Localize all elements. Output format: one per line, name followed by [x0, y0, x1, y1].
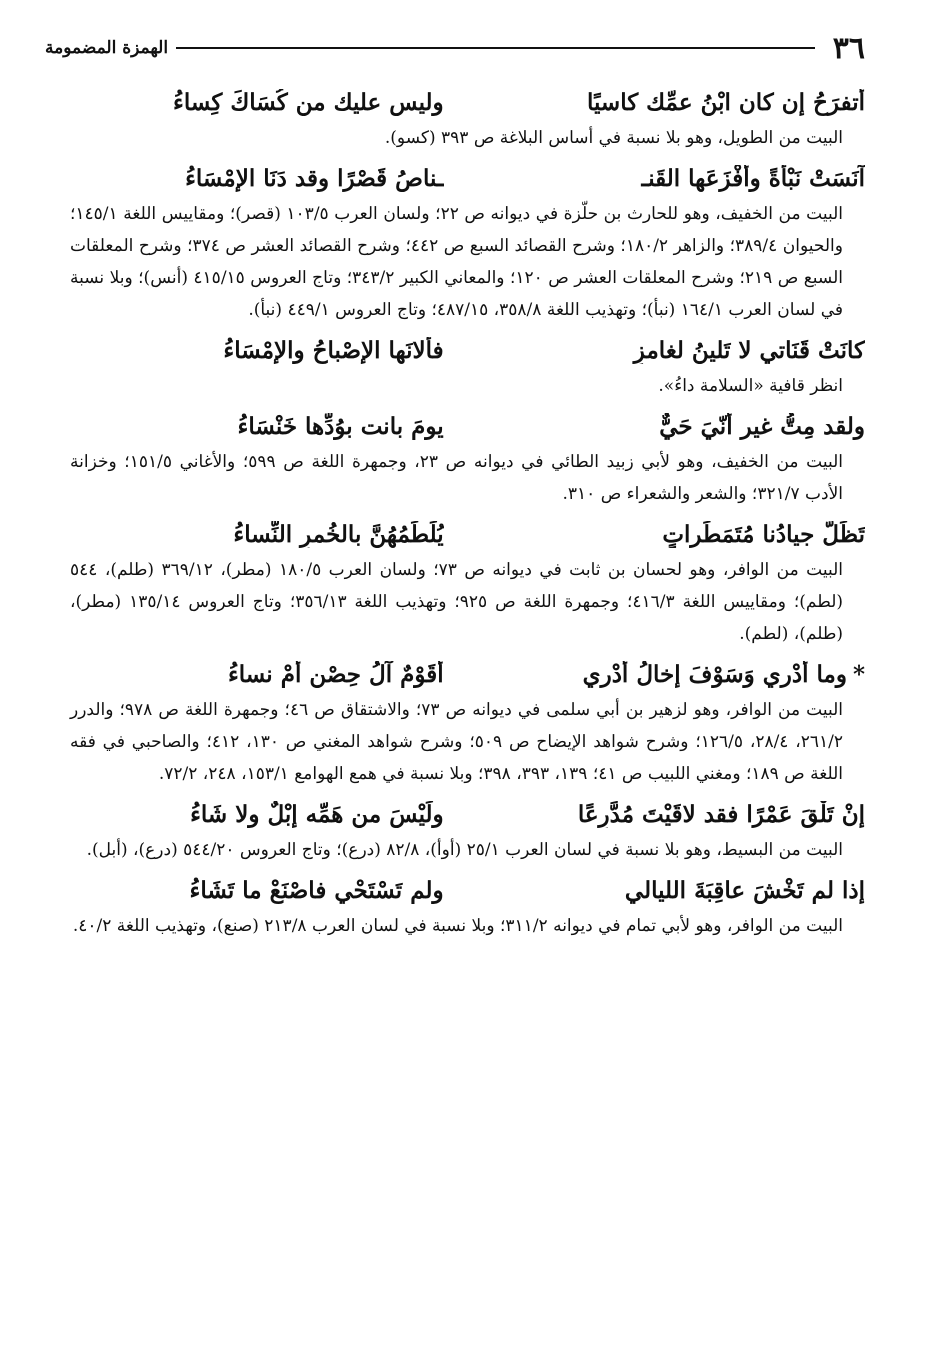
first-hemistich — [491, 801, 865, 828]
verse-entry — [70, 870, 865, 942]
second-hemistich: فألانَها الإصْباحُ والإمْسَاءُ — [223, 336, 444, 364]
verse-note: انظر قافية «السلامة داءُ». — [658, 376, 843, 396]
page-content — [70, 82, 865, 946]
verse-entry — [70, 794, 865, 866]
second-hemistich: أَقَوْمٌ آلُ حِصْنٍ أمْ نساءُ — [227, 660, 444, 688]
verse-line — [70, 654, 865, 694]
first-hemistich-text: وما أَدْري وَسَوْفَ إخالُ أَدْري — [582, 660, 847, 688]
verse-line — [70, 794, 865, 834]
first-hemistich — [491, 337, 865, 364]
first-hemistich-text: آنَسَتْ نَبْأَةً وأَفْزَعَها القَنـ — [641, 164, 865, 192]
verse-note: البيت من الخفيف، وهو لأبي زبيد الطائي في ديوانه ص ٢٣، وجمهرة اللغة ص ٥٩٩؛ والأغاني ١٥١/٥؛ وخزانة الأدب ٣٢١/٧؛ والشعر والشعراء ص ٣١٠. — [70, 452, 843, 504]
second-hemistich: ولم تَسْتَحْيِ فاصْنَعْ ما تَشَاءُ — [189, 876, 444, 904]
verse-line — [70, 514, 865, 554]
first-hemistich-text: تَظَلُّ جيادُنا مُتَمَطِّراتٍ — [662, 520, 865, 548]
second-hemistich: يُلَطِّمُهُنَّ بالخُمرِ النِّساءُ — [233, 520, 444, 548]
verse-note: البيت من الوافر، وهو لأبي تمام في ديوانه ٣١١/٢؛ وبلا نسبة في لسان العرب ٢١٣/٨ (صنع)، وتهذيب اللغة ٤٠/٢. — [72, 916, 843, 936]
first-hemistich — [491, 89, 865, 116]
verse-entry — [70, 158, 865, 326]
section-title: الهمزة المضمومة — [45, 38, 169, 58]
verse-note: البيت من البسيط، وهو بلا نسبة في لسان العرب ٢٥/١ (أوأ)، ٨٢/٨ (درع)؛ وتاج العروس ٥٤٤/٢٠ (درع)، (أبل). — [86, 840, 843, 860]
first-hemistich — [491, 165, 865, 192]
verse-note: البيت من الوافر، وهو لحسان بن ثابت في ديوانه ص ٧٣؛ ولسان العرب ١٨٠/٥ (مطر)، ٣٦٩/١٢ (طلم)، ٥٤٤ (لطم)؛ ومقاييس اللغة ٤١٦/٣؛ وجمهرة اللغة ص ٩٢٥؛ وتهذيب اللغة ٣٥٦/١٣؛ وتاج العروس ١٣٥/١٤ (مطر)، (طلم)، (لطم). — [70, 560, 844, 644]
verse-note: البيت من الطويل، وهو بلا نسبة في أساس البلاغة ص ٣٩٣ (كسو). — [384, 128, 843, 148]
second-hemistich: ـناصُ قَصْرًا وقد دَنَا الإمْسَاءُ — [185, 164, 444, 192]
page-header — [45, 30, 865, 66]
star-marker: * — [852, 660, 865, 688]
verse-entry — [70, 406, 865, 510]
first-hemistich — [491, 661, 865, 688]
second-hemistich: وليس عليك من كُسَاكَ كِساءُ — [173, 88, 444, 116]
first-hemistich-text: كانَتْ قَنَاتي لا تَلينُ لغامزٍ — [633, 336, 865, 364]
first-hemistich-text: أتفرَحُ إن كان ابْنُ عمِّك كاسيًا — [586, 88, 865, 116]
verse-entry — [70, 514, 865, 650]
page-number: ٣٦ — [832, 30, 865, 66]
first-hemistich — [491, 877, 865, 904]
first-hemistich-text: إنْ تَلْقَ عَمْرًا فقد لاقَيْتَ مُدَّرِعًا — [577, 800, 865, 828]
header-rule — [176, 47, 815, 49]
verse-line — [70, 158, 865, 198]
verse-line — [70, 330, 865, 370]
first-hemistich-text: إذا لم تَخْشَ عاقِبَةَ الليالي — [624, 876, 865, 904]
verse-note: البيت من الوافر، وهو لزهير بن أبي سلمى في ديوانه ص ٧٣؛ والاشتقاق ص ٤٦؛ وجمهرة اللغة ص ٩٧٨؛ والدرر ٢٦١/٢، ٢٨/٤، ١٢٦/٥؛ وشرح شواهد الإيضاح ص ٥٠٩؛ وشرح شواهد المغني ص ١٣٠، ٤١٢؛ والصاحبي في فقه اللغة ص ١٨٩؛ ومغني اللبيب ص ٤١؛ ١٣٩، ٣٩٣، ٣٩٨؛ وبلا نسبة في همع الهوامع ١٥٣/١، ٢٤٨، ٧٢/٢. — [70, 700, 844, 784]
second-hemistich: ولَيْسَ من هَمِّه إبْلٌ ولا شَاءُ — [190, 800, 444, 828]
verse-entry — [70, 82, 865, 154]
first-hemistich-text: ولقد مِتُّ غير أنّيَ حَيٌّ — [659, 412, 865, 440]
first-hemistich — [491, 413, 865, 440]
second-hemistich: يومَ بانت بوُدِّها خَنْسَاءُ — [237, 412, 444, 440]
verse-entry — [70, 654, 865, 790]
first-hemistich — [491, 521, 865, 548]
verse-line — [70, 82, 865, 122]
verse-entry — [70, 330, 865, 402]
verse-note: البيت من الخفيف، وهو للحارث بن حلّزة في ديوانه ص ٢٢؛ ولسان العرب ١٠٣/٥ (قصر)؛ ومقاييس اللغة ١٤٥/١؛ والحيوان ٣٨٩/٤؛ والزاهر ١٨٠/٢؛ وشرح القصائد السبع ص ٤٤٢؛ وشرح القصائد العشر ص ٣٧٤؛ وشرح المعلقات السبع ص ٢١٩؛ وشرح المعلقات العشر ص ١٢٠؛ والمعاني الكبير ٣٤٣/٢؛ وتاج العروس ٤١٥/١٥ (أنس)؛ وبلا نسبة في لسان العرب ١٦٤/١ (نبأ)؛ وتهذيب اللغة ٣٥٨/٨، ٤٨٧/١٥؛ وتاج العروس ٤٤٩/١ (نبأ). — [70, 204, 844, 320]
verse-line — [70, 870, 865, 910]
verse-line — [70, 406, 865, 446]
